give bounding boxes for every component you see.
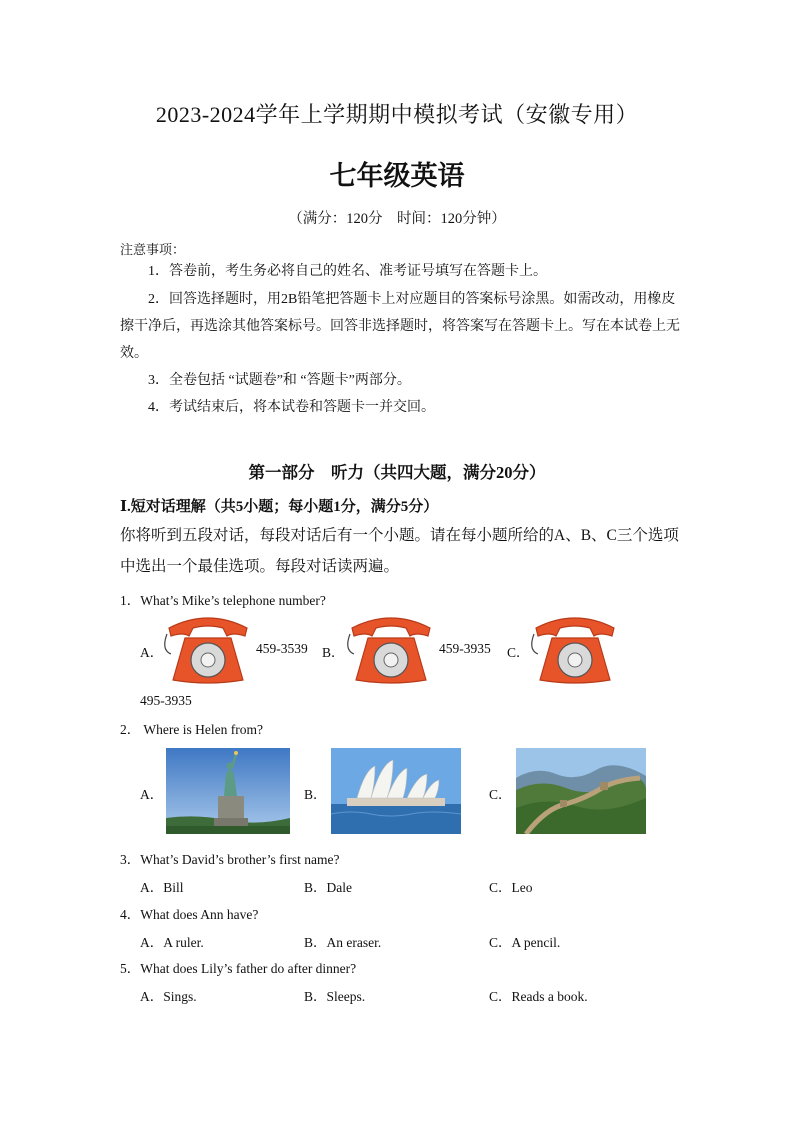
option-value: A ruler. xyxy=(163,935,204,950)
question-3: 3．What’s David’s brother’s first name? xyxy=(120,852,340,867)
question-1: 1．What’s Mike’s telephone number? xyxy=(120,593,326,608)
q5-option-b xyxy=(304,985,365,1005)
q4-option-c xyxy=(489,931,560,951)
option-label: A． xyxy=(140,989,164,1004)
option-label: C． xyxy=(489,880,512,895)
q2-option-c-label: C． xyxy=(489,787,512,802)
option-value: Leo xyxy=(511,880,533,895)
option-value: Sings. xyxy=(163,989,197,1004)
option-value: Dale xyxy=(326,880,352,895)
option-value: An eraser. xyxy=(326,935,382,950)
telephone-icon xyxy=(346,614,436,686)
q1-option-c-value: 495-3935 xyxy=(140,693,192,708)
q3-option-c xyxy=(489,876,533,896)
question-2: 2． Where is Helen from? xyxy=(120,722,263,737)
note-item-3: 3．全卷包括 “试题卷”和 “答题卡”两部分。 xyxy=(148,373,411,388)
q1-option-a-value: 459-3539 xyxy=(256,641,308,656)
option-label: C． xyxy=(489,989,512,1004)
option-label: A． xyxy=(140,935,164,950)
option-value: Sleeps. xyxy=(326,989,366,1004)
part-title: Ⅰ.短对话理解（共5小题；每小题1分，满分5分） xyxy=(120,499,439,515)
q3-option-b xyxy=(304,876,352,896)
option-value: Reads a book. xyxy=(511,989,588,1004)
exam-title: 2023-2024学年上学期期中模拟考试（安徽专用） xyxy=(155,102,639,127)
sydney-opera-house-image xyxy=(331,748,461,834)
notes-heading: 注意事项： xyxy=(120,242,186,257)
note-item-2: 2．回答选择题时，用2B铅笔把答题卡上对应题目的答案标号涂黑。如需改动，用橡皮擦干净后，再选涂其他答案标号。回答非选择题时，将答案写在答题卡上。写在本试卷上无效。 xyxy=(120,292,680,361)
question-5: 5．What does Lily’s father do after dinner? xyxy=(120,961,357,976)
option-label: B． xyxy=(304,935,327,950)
q1-option-a-label: A． xyxy=(140,645,164,660)
exam-info: （满分：120分 时间：120分钟） xyxy=(288,211,506,227)
q5-option-a xyxy=(140,985,197,1005)
question-4: 4．What does Ann have? xyxy=(120,907,259,922)
q4-option-b xyxy=(304,931,381,951)
telephone-icon xyxy=(530,614,620,686)
option-label: C． xyxy=(489,935,512,950)
option-value: A pencil. xyxy=(511,935,561,950)
option-label: B． xyxy=(304,989,327,1004)
telephone-icon xyxy=(163,614,253,686)
statue-of-liberty-image xyxy=(166,748,290,834)
q1-option-b-value: 459-3935 xyxy=(439,641,491,656)
option-value: Bill xyxy=(163,880,184,895)
section-title: 第一部分 听力（共四大题，满分20分） xyxy=(248,463,546,482)
great-wall-image xyxy=(516,748,646,834)
subject-title: 七年级英语 xyxy=(329,161,465,191)
option-label: B． xyxy=(304,880,327,895)
note-item-4: 4．考试结束后，将本试卷和答题卡一并交回。 xyxy=(148,400,435,415)
q5-option-c xyxy=(489,985,588,1005)
option-label: A． xyxy=(140,880,164,895)
q4-option-a xyxy=(140,931,204,951)
q2-option-a-label: A． xyxy=(140,787,164,802)
q1-option-c-label: C． xyxy=(507,645,530,660)
q2-option-b-label: B． xyxy=(304,787,327,802)
q3-option-a xyxy=(140,876,184,896)
q1-option-b-label: B． xyxy=(322,645,345,660)
part-intro: 你将听到五段对话，每段对话后有一个小题。请在每小题所给的A、B、C三个选项中选出一个最佳选项。每段对话读两遍。 xyxy=(120,527,679,575)
note-item-1: 1．答卷前，考生务必将自己的姓名、准考证号填写在答题卡上。 xyxy=(148,264,547,279)
